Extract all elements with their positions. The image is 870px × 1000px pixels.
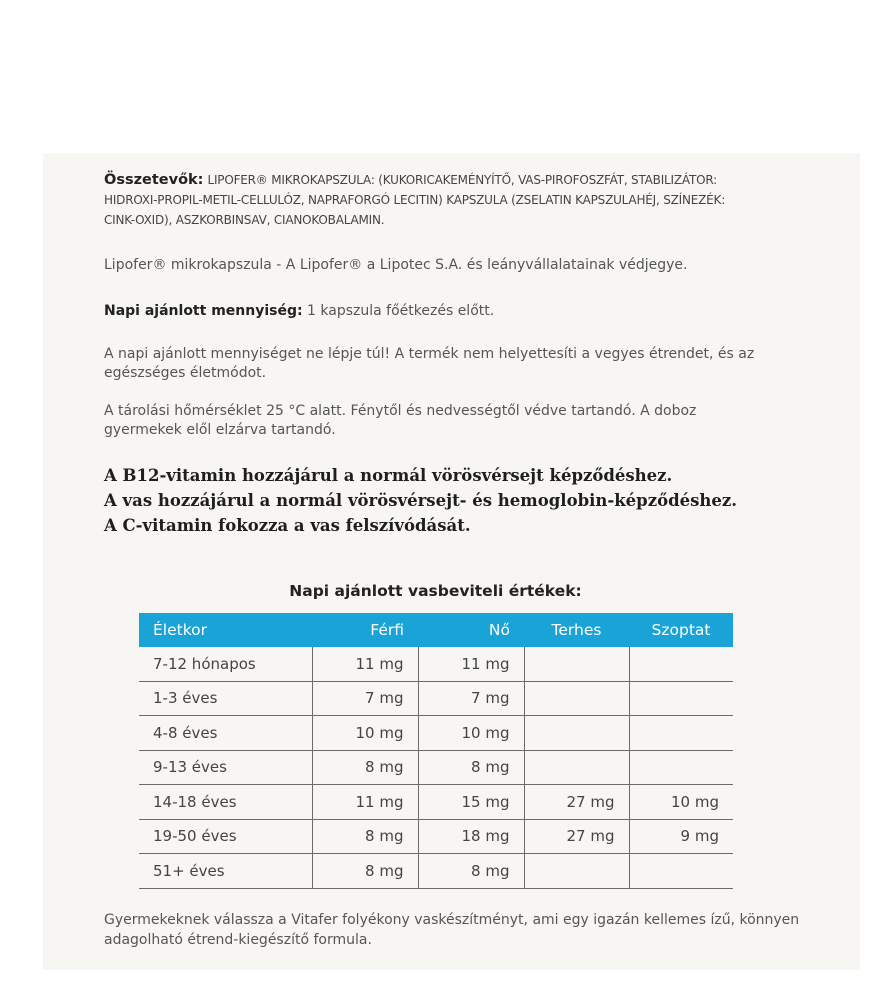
health-claims bbox=[104, 463, 804, 538]
table-row bbox=[139, 854, 733, 889]
cell-age: 14-18 éves bbox=[139, 785, 312, 820]
table-header-row bbox=[139, 613, 733, 647]
cell-breastfeeding bbox=[629, 750, 733, 785]
table-row bbox=[139, 681, 733, 716]
cell-age: 51+ éves bbox=[139, 854, 312, 889]
ingredients-label: Összetevők: bbox=[104, 172, 204, 188]
cell-pregnant bbox=[524, 647, 629, 681]
header-pregnant: Terhes bbox=[524, 613, 629, 647]
cell-male: 8 mg bbox=[312, 819, 418, 854]
table-row bbox=[139, 819, 733, 854]
dosage-paragraph bbox=[104, 302, 784, 321]
cell-female: 8 mg bbox=[418, 750, 524, 785]
header-age: Életkor bbox=[139, 613, 312, 647]
cell-female: 11 mg bbox=[418, 647, 524, 681]
cell-breastfeeding: 9 mg bbox=[629, 819, 733, 854]
cell-pregnant bbox=[524, 716, 629, 751]
cell-age: 19-50 éves bbox=[139, 819, 312, 854]
warning-text: A napi ajánlott mennyiséget ne lépje túl! A termék nem helyettesíti a vegyes étrendet, és az egészséges életmódot. bbox=[104, 346, 755, 381]
table-row bbox=[139, 716, 733, 751]
cell-female: 10 mg bbox=[418, 716, 524, 751]
dosage-text: 1 kapszula főétkezés előtt. bbox=[302, 303, 495, 319]
storage-text: A tárolási hőmérséklet 25 °C alatt. Fénytől és nedvességtől védve tartandó. A doboz gyermekek elől elzárva tartandó. bbox=[104, 403, 697, 438]
cell-male: 7 mg bbox=[312, 681, 418, 716]
cell-female: 18 mg bbox=[418, 819, 524, 854]
cell-breastfeeding bbox=[629, 681, 733, 716]
header-female: Nő bbox=[418, 613, 524, 647]
cell-male: 10 mg bbox=[312, 716, 418, 751]
cell-age: 7-12 hónapos bbox=[139, 647, 312, 681]
cell-female: 8 mg bbox=[418, 854, 524, 889]
cell-male: 11 mg bbox=[312, 647, 418, 681]
header-male: Férfi bbox=[312, 613, 418, 647]
cell-breastfeeding bbox=[629, 647, 733, 681]
table-row bbox=[139, 785, 733, 820]
cell-pregnant bbox=[524, 750, 629, 785]
cell-age: 1-3 éves bbox=[139, 681, 312, 716]
cell-male: 8 mg bbox=[312, 854, 418, 889]
trademark-text: Lipofer® mikrokapszula - A Lipofer® a Lipotec S.A. és leányvállalatainak védjegye. bbox=[104, 257, 688, 273]
cell-male: 8 mg bbox=[312, 750, 418, 785]
table-row bbox=[139, 647, 733, 681]
table-title: Napi ajánlott vasbeviteli értékek: bbox=[289, 582, 582, 600]
cell-pregnant: 27 mg bbox=[524, 819, 629, 854]
cell-female: 15 mg bbox=[418, 785, 524, 820]
table-row bbox=[139, 750, 733, 785]
cell-age: 4-8 éves bbox=[139, 716, 312, 751]
cell-age: 9-13 éves bbox=[139, 750, 312, 785]
cell-pregnant: 27 mg bbox=[524, 785, 629, 820]
cell-breastfeeding: 10 mg bbox=[629, 785, 733, 820]
cell-pregnant bbox=[524, 681, 629, 716]
claim-iron: A vas hozzájárul a normál vörösvérsejt- és hemoglobin-képződéshez. bbox=[104, 491, 738, 510]
claim-b12: A B12-vitamin hozzájárul a normál vörösvérsejt képződéshez. bbox=[104, 466, 673, 485]
header-breastfeeding: Szoptat bbox=[629, 613, 733, 647]
ingredients-paragraph bbox=[104, 170, 744, 230]
dosage-label: Napi ajánlott mennyiség: bbox=[104, 303, 303, 319]
cell-female: 7 mg bbox=[418, 681, 524, 716]
claim-vitamin-c: A C-vitamin fokozza a vas felszívódását. bbox=[104, 516, 471, 535]
footer-recommendation: Gyermekeknek válassza a Vitafer folyékony vaskészítményt, ami egy igazán kellemes ízű, könnyen adagolható étrend-kiegészítő formula. bbox=[104, 912, 800, 948]
cell-breastfeeding bbox=[629, 854, 733, 889]
cell-male: 11 mg bbox=[312, 785, 418, 820]
iron-intake-table bbox=[139, 613, 733, 889]
ingredients-text: LIPOFER® MIKROKAPSZULA: (KUKORICAKEMÉNYÍTŐ, VAS-PIROFOSZFÁT, STABILIZÁTOR: HIDROXI-PROPIL-METIL-CELLULÓZ, NAPRAFORGÓ LECITIN) KAPSZULA (ZSELATIN KAPSZULAHÉJ, SZÍNEZÉK: CINK-OXID), ASZKORBINSAV, CIANOKOBALAMIN. bbox=[104, 173, 726, 227]
cell-breastfeeding bbox=[629, 716, 733, 751]
cell-pregnant bbox=[524, 854, 629, 889]
